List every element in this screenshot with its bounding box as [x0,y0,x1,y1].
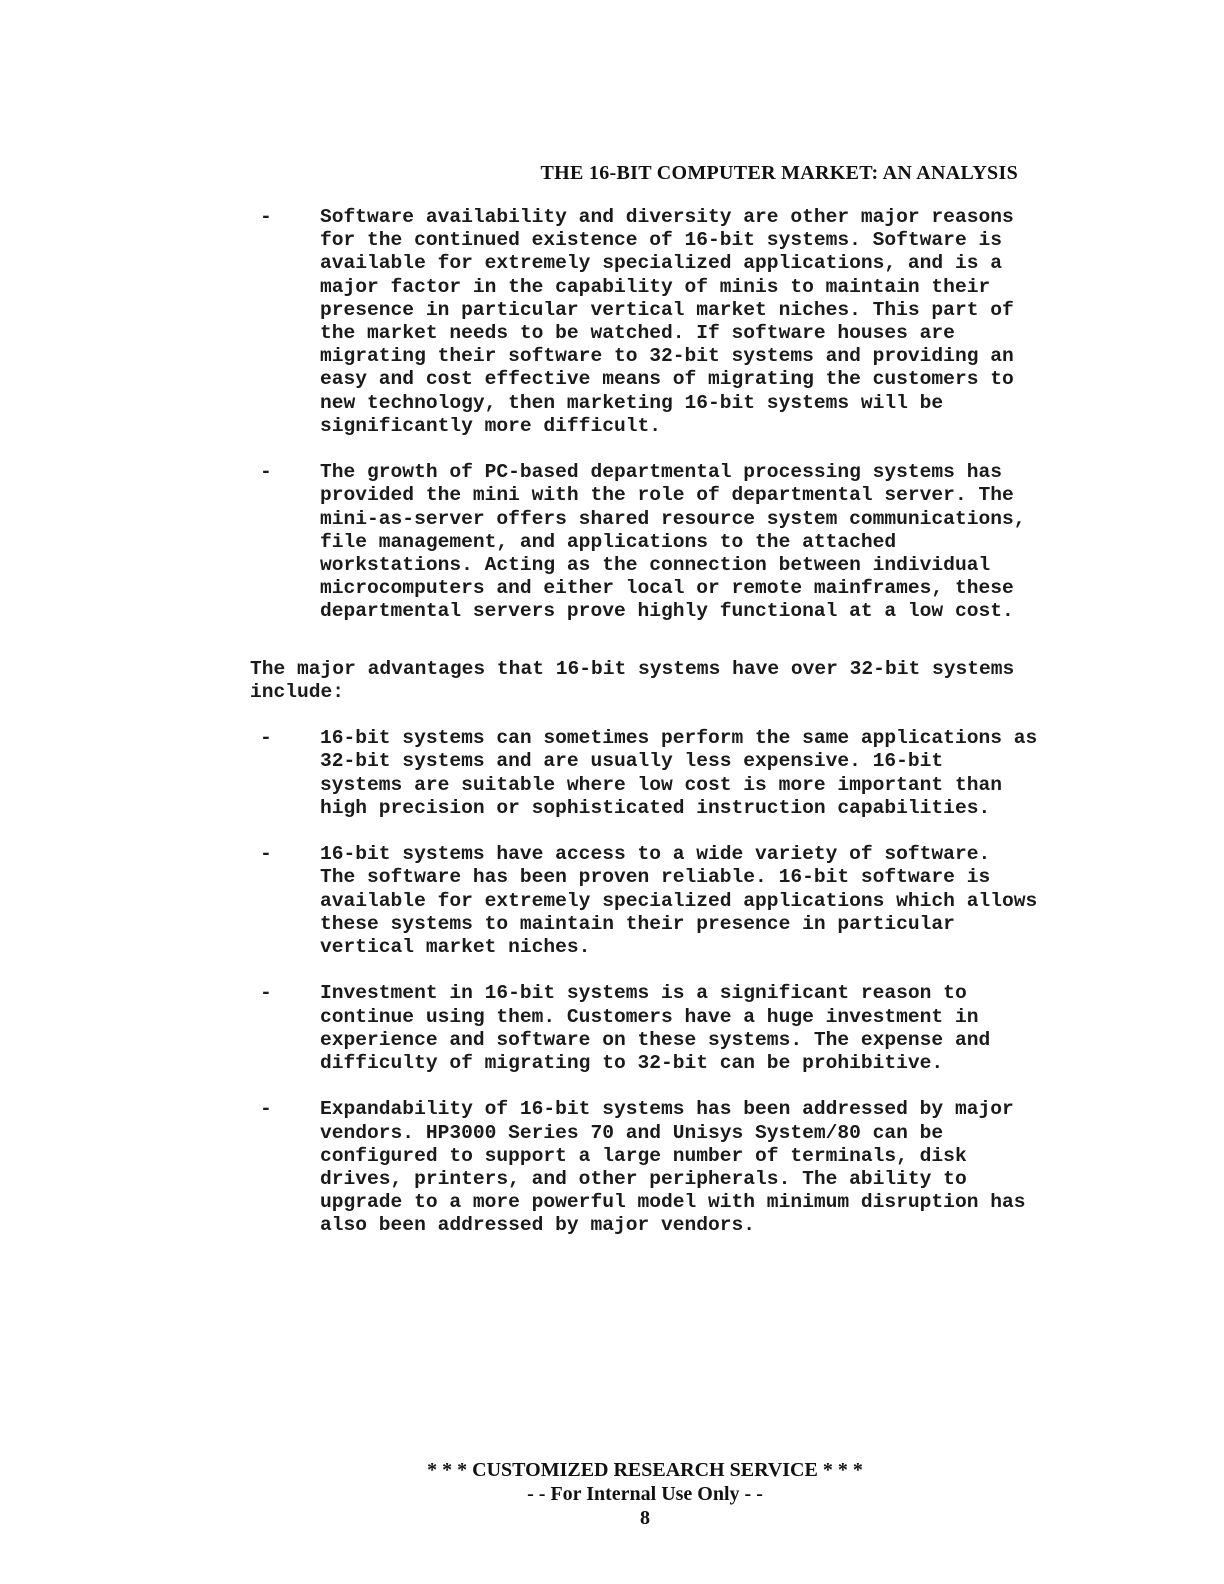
bullet-dash: - [260,982,272,1005]
intro-paragraph: The major advantages that 16-bit systems have over 32-bit systems include: [250,657,1015,703]
list-item [250,461,1050,623]
list-item-text: The growth of PC-based departmental processing systems has provided the mini with the role of departmental server. The mini-as-server offers shared resource system communications, file management, and applications to the attached workstations. Acting as the connection between individual microcomputers and either local or remote mainframes, these departmental servers prove highly functional at a low cost. [320,461,1026,623]
list-item [250,843,1050,959]
bullet-dash: - [260,206,272,228]
bullet-dash: - [260,843,272,866]
list-item-text: 16-bit systems have access to a wide variety of software. The software has been proven reliable. 16-bit software is available for extremely specialized applications which allows these systems to maintain their presence in particular vertical market niches. [320,843,1038,959]
list-item [250,727,1050,820]
list-item-text: 16-bit systems can sometimes perform the same applications as 32-bit systems and are usually less expensive. 16-bit systems are suitable where low cost is more important than high precision or sophisticated instruction capabilities. [320,727,1038,819]
document-body [250,206,1050,1261]
list-item-text: Software availability and diversity are other major reasons for the continued existence of 16-bit systems. Software is available for extremely specialized applications, and is a major factor in the capability of minis to maintain their presence in particular vertical market niches. This part of the market needs to be watched. If software houses are migrating their software to 32-bit systems and providing an easy and cost effective means of migrating the customers to new technology, then marketing 16-bit systems will be significantly more difficult. [320,206,1014,437]
list-item-text: Expandability of 16-bit systems has been addressed by major vendors. HP3000 Series 70 and Unisys System/80 can be configured to support a large number of terminals, disk drives, printers, and other peripherals. The ability to upgrade to a more powerful model with minimum disruption has also been addressed by major vendors. [320,1098,1026,1237]
page-header: THE 16-BIT COMPUTER MARKET: AN ANALYSIS [540,162,1018,184]
list-item [250,206,1050,438]
bullet-dash: - [260,727,272,750]
bullet-dash: - [260,1098,272,1121]
page-number: 8 [640,1507,650,1529]
list-item [250,1098,1050,1237]
footer-service-line: * * * CUSTOMIZED RESEARCH SERVICE * * * [427,1459,863,1481]
list-item [250,982,1050,1075]
page-footer [0,1458,1224,1530]
footer-internal-use-line: - - For Internal Use Only - - [527,1483,763,1505]
bullet-dash: - [260,461,272,484]
list-item-text: Investment in 16-bit systems is a significant reason to continue using them. Customers have a huge investment in experience and software on these systems. The expense and difficulty of migrating to 32-bit can be prohibitive. [320,982,991,1075]
